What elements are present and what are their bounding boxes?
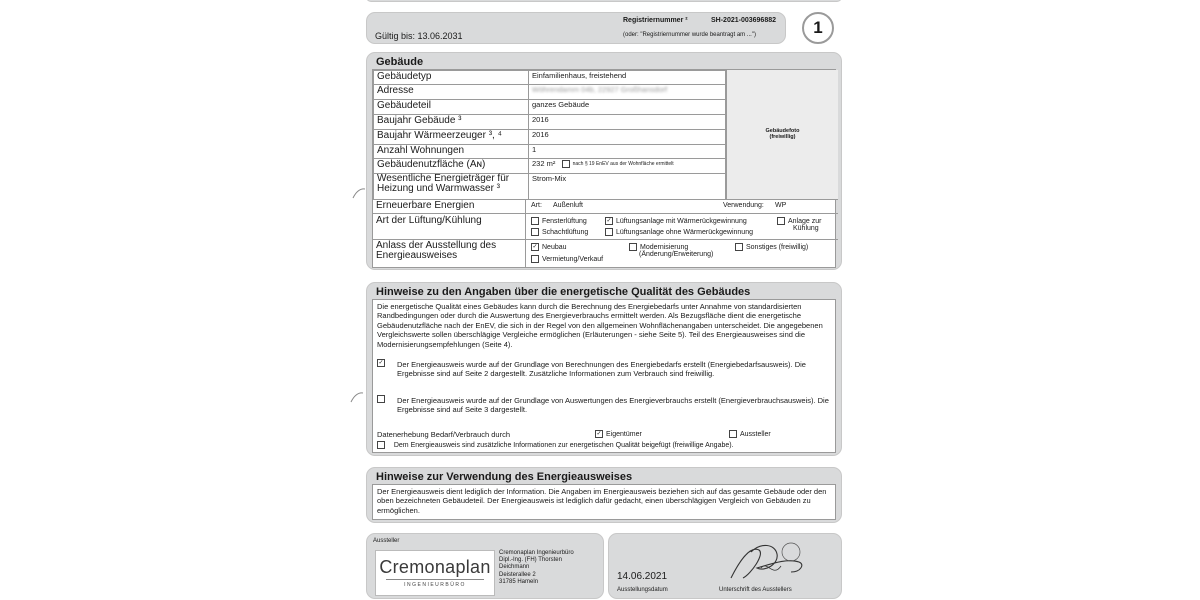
- registration-number: SH-2021-003696882: [711, 17, 776, 24]
- photo-optional-label: (freiwillig): [769, 134, 796, 140]
- address-line: Dipl.-Ing. (FH) Thorsten: [499, 557, 562, 564]
- registration-label: Registriernummer ²: [623, 17, 688, 24]
- row-value: 2016: [529, 130, 726, 145]
- row-label: Erneuerbare Energien: [376, 200, 475, 211]
- building-photo-placeholder: [726, 70, 838, 199]
- ventilation-row: [373, 213, 838, 240]
- building-section: [366, 52, 842, 270]
- row-label: Baujahr Gebäude ³: [374, 115, 529, 130]
- option-label: Kühlung: [793, 225, 819, 232]
- notes-title: Hinweise zu den Angaben über die energetische Qualität des Gebäudes: [376, 286, 751, 298]
- row-value: [529, 159, 726, 174]
- table-row: [374, 100, 726, 115]
- page-number-badge: 1: [802, 12, 834, 44]
- occasion-row: [373, 239, 838, 268]
- address-value-redacted: Wöhrendamm 04b, 22927 Großhansdorf: [529, 85, 726, 100]
- consumption-option-text: Der Energieausweis wurde auf der Grundlage von Auswertungen des Energieverbrauchs erstellt (Energieverbrauchsausweis). Die Ergebnisse sind auf Seite 3 dargestellt.: [397, 396, 829, 415]
- checkbox-checked[interactable]: ✓: [606, 218, 612, 224]
- checkbox[interactable]: [605, 228, 613, 236]
- row-label: Anlass der Ausstellung des Energieausweises: [376, 240, 497, 261]
- renewable-row: [373, 199, 838, 214]
- usage-text: Der Energieausweis dient lediglich der Information. Die Angaben im Energieausweis beziehen sich auf das gesamte Gebäude oder den oben bezeichneten Gebäudeteil. Der Energieausweis ist lediglich dafür gedacht, einen überschlägigen Vergleich von Gebäuden zu ermöglichen.: [377, 487, 827, 515]
- registration-note: (oder: "Registriernummer wurde beantragt am ..."): [623, 32, 756, 38]
- issuer-panel: [366, 533, 604, 599]
- option-label: Anlage zur: [788, 217, 822, 225]
- renewable-type-value: Außenluft: [553, 202, 583, 209]
- issuer-option-label: Aussteller: [740, 430, 771, 438]
- table-row: [374, 159, 726, 174]
- issuer-logo: [375, 550, 495, 596]
- demand-option-text: Der Energieausweis wurde auf der Grundlage von Berechnungen des Energiebedarfs erstellt (Energiebedarfsausweis). Die Ergebnisse sind auf Seite 2 dargestellt. Zusätzliche Informationen zum Verbrauch sind freiwillig.: [397, 360, 806, 379]
- checkbox[interactable]: [531, 217, 539, 225]
- checkbox-checked[interactable]: ✓: [532, 244, 538, 250]
- usage-title: Hinweise zur Verwendung des Energieausweises: [376, 471, 633, 483]
- row-label: Anzahl Wohnungen: [374, 145, 529, 159]
- renewable-type-label: Art:: [531, 202, 542, 209]
- area-value: 232 m²: [532, 159, 556, 168]
- row-label: Gebäudeteil: [374, 100, 529, 115]
- notes-intro: Die energetische Qualität eines Gebäudes kann durch die Berechnung des Energiebedarfs unter Annahme von standardisierten Randbedingungen oder durch die Auswertung des Energieverbrauchs ermittelt werden. Als Bezugsfläche dient die energetische Gebäudenutzfläche nach der EnEV, die sich in der Regel von den allgemeinen Wohnflächenangaben unterscheidet. Die angegebenen Vergleichswerte sollen überschlägige Vergleiche ermöglichen (Erläuterungen - siehe Seite 5). Teil des Energieausweises sind die Modernisierungsempfehlungen (Seite 4).: [377, 302, 823, 349]
- address-line: Deichmann: [499, 564, 530, 571]
- checkbox[interactable]: [735, 243, 743, 251]
- logo-wordmark: Cremonaplan: [379, 557, 491, 577]
- valid-until: Gültig bis: 13.06.2031: [375, 31, 463, 41]
- checkbox[interactable]: [377, 441, 385, 449]
- option-label: Lüftungsanlage ohne Wärmerückgewinnung: [616, 228, 753, 236]
- row-value: 2016: [529, 115, 726, 130]
- checkbox[interactable]: [629, 243, 637, 251]
- logo-subtitle: INGENIEURBÜRO: [404, 582, 466, 588]
- option-label: Fensterlüftung: [542, 217, 587, 225]
- energy-certificate-page: [362, 0, 848, 600]
- table-row: [374, 174, 726, 200]
- data-collection-label: Datenerhebung Bedarf/Verbrauch durch: [377, 430, 511, 439]
- row-value: 1: [529, 145, 726, 159]
- punch-mark-icon: [352, 186, 366, 200]
- row-label: Wesentliche Energieträger für Heizung und Warmwasser ³: [374, 174, 529, 200]
- row-label: Adresse: [374, 85, 529, 100]
- renewable-use-label: Verwendung:: [723, 202, 764, 209]
- area-note: nach § 19 EnEV aus der Wohnfläche ermittelt: [572, 161, 674, 168]
- date-signature-panel: [608, 533, 842, 599]
- building-table: [373, 70, 726, 200]
- punch-mark-icon: [350, 390, 364, 404]
- signature-icon: [721, 538, 811, 586]
- address-line: Deisterallee 2: [499, 571, 536, 578]
- row-value: ganzes Gebäude: [529, 100, 726, 115]
- option-label: Vermietung/Verkauf: [542, 255, 604, 263]
- table-row: [374, 145, 726, 159]
- usage-frame: [372, 484, 836, 520]
- checkbox[interactable]: [562, 160, 570, 168]
- photo-label: Gebäudefoto: [765, 128, 800, 134]
- issuer-address: [499, 550, 574, 586]
- row-label: Baujahr Wärmeerzeuger ³, ⁴: [374, 130, 529, 145]
- row-value: Strom-Mix: [529, 174, 726, 200]
- option-label: Modernisierung: [640, 243, 689, 251]
- option-label: Schachtlüftung: [542, 228, 589, 236]
- option-label: Sonstiges (freiwillig): [746, 243, 809, 251]
- table-row: [374, 130, 726, 145]
- table-row: [374, 115, 726, 130]
- row-value: Einfamilienhaus, freistehend: [529, 71, 726, 85]
- issue-date-label: Ausstellungsdatum: [617, 587, 668, 593]
- option-label: (Änderung/Erweiterung): [639, 251, 714, 258]
- table-row: [374, 85, 726, 100]
- building-table-frame: [372, 69, 836, 268]
- building-title: Gebäude: [376, 56, 424, 68]
- notes-section: [366, 282, 842, 456]
- checkbox-checked[interactable]: ✓: [596, 431, 602, 437]
- extra-info-label: Dem Energieausweis sind zusätzliche Informationen zur energetischen Qualität beigefügt (freiwillige Angabe).: [393, 441, 734, 449]
- signature-label: Unterschrift des Ausstellers: [719, 587, 792, 593]
- address-line: Cremonaplan Ingenieurbüro: [499, 550, 574, 556]
- table-row: [374, 71, 726, 85]
- owner-label: Eigentümer: [606, 430, 642, 438]
- option-label: Lüftungsanlage mit Wärmerückgewinnung: [616, 217, 747, 225]
- row-label: Gebäudetyp: [374, 71, 529, 85]
- option-label: Neubau: [542, 243, 567, 251]
- checkbox[interactable]: [377, 395, 385, 403]
- checkbox-checked[interactable]: ✓: [378, 360, 384, 366]
- notes-frame: [372, 299, 836, 453]
- address-line: 31785 Hameln: [499, 578, 539, 585]
- renewable-use-value: WP: [775, 202, 787, 209]
- checkbox[interactable]: [531, 255, 539, 263]
- checkbox[interactable]: [531, 228, 539, 236]
- usage-section: [366, 467, 842, 523]
- checkbox[interactable]: [777, 217, 785, 225]
- top-edge-panel: [366, 0, 842, 2]
- header-panel: [366, 12, 786, 44]
- row-label: Art der Lüftung/Kühlung: [376, 215, 482, 226]
- issuer-label: Aussteller: [373, 538, 400, 544]
- row-label: Gebäudenutzfläche (Aɴ): [374, 159, 529, 174]
- issue-date: 14.06.2021: [617, 571, 668, 582]
- checkbox[interactable]: [729, 430, 737, 438]
